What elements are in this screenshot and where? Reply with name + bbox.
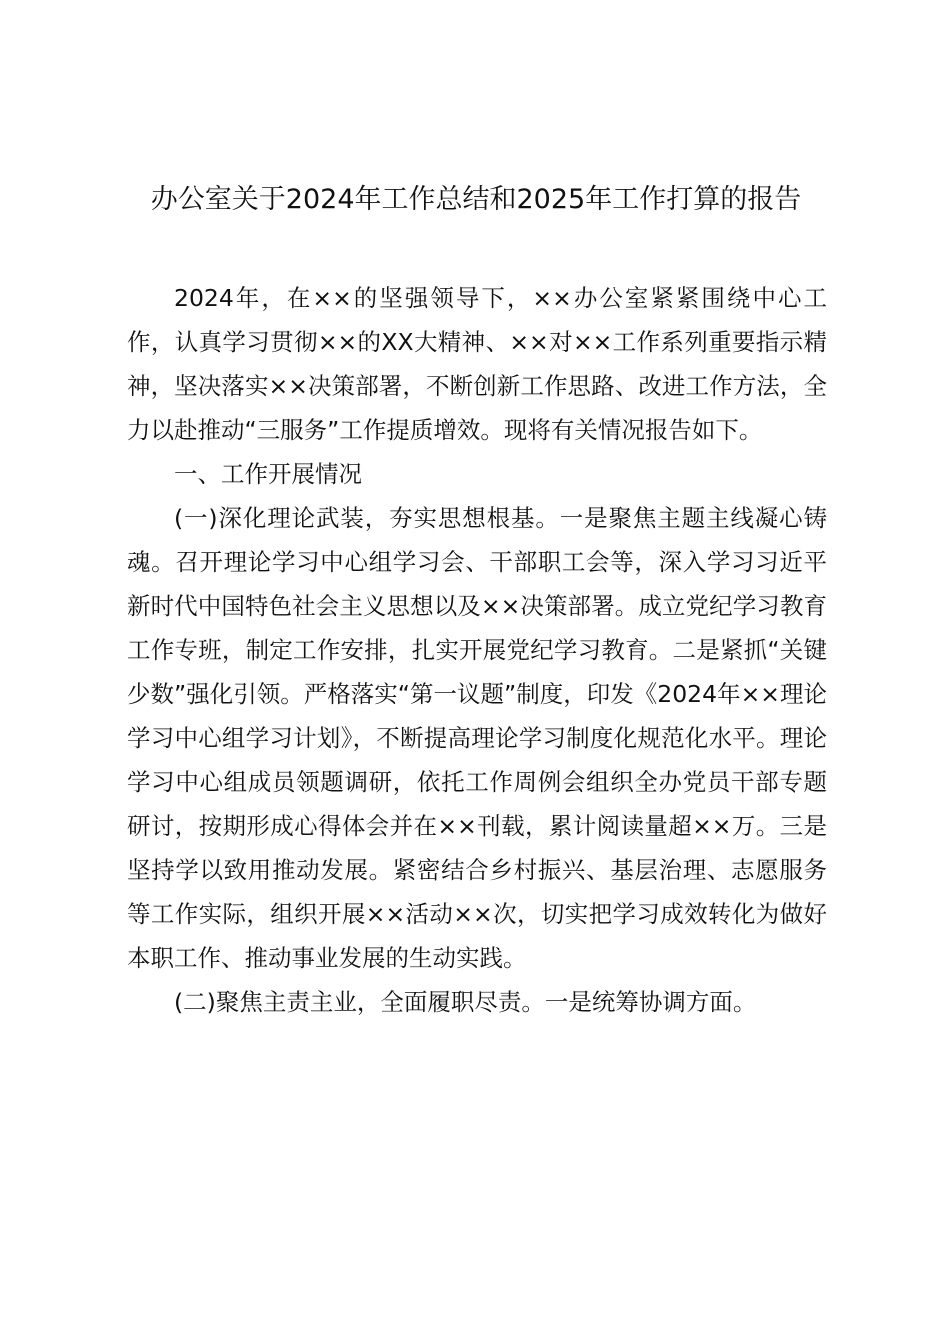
- section-heading: 一、工作开展情况: [174, 460, 362, 488]
- subsection-paragraph-1: (一)深化理论武装，夯实思想根基。一是聚焦主题主线凝心铸魂。召开理论学习中心组学习会、干部职工会等，深入学习习近平新时代中国特色社会主义思想以及××决策部署。成立党纪学习教育工作专班，制定工作安排，扎实开展党纪学习教育。二是紧抓“关键少数”强化引领。严格落实“第一议题”制度，印发《2024年××理论学习中心组学习计划》，不断提高理论学习制度化规范化水平。理论学习中心组成员领题调研，依托工作周例会组织全办党员干部专题研讨，按期形成心得体会并在××刊载，累计阅读量超××万。三是坚持学以致用推动发展。紧密结合乡村振兴、基层治理、志愿服务等工作实际，组织开展××活动××次，切实把学习成效转化为做好本职工作、推动事业发展的生动实践。: [127, 504, 827, 972]
- subsection-paragraph-2: (二)聚焦主责主业，全面履职尽责。一是统筹协调方面。: [174, 988, 757, 1016]
- document-title: 办公室关于2024年工作总结和2025年工作打算的报告: [150, 184, 802, 215]
- intro-paragraph: 2024年，在××的坚强领导下，××办公室紧紧围绕中心工作，认真学习贯彻××的XX大精神、××对××工作系列重要指示精神，坚决落实××决策部署，不断创新工作思路、改进工作方法，全力以赴推动“三服务”工作提质增效。现将有关情况报告如下。: [127, 284, 827, 444]
- document-body: [127, 276, 827, 1024]
